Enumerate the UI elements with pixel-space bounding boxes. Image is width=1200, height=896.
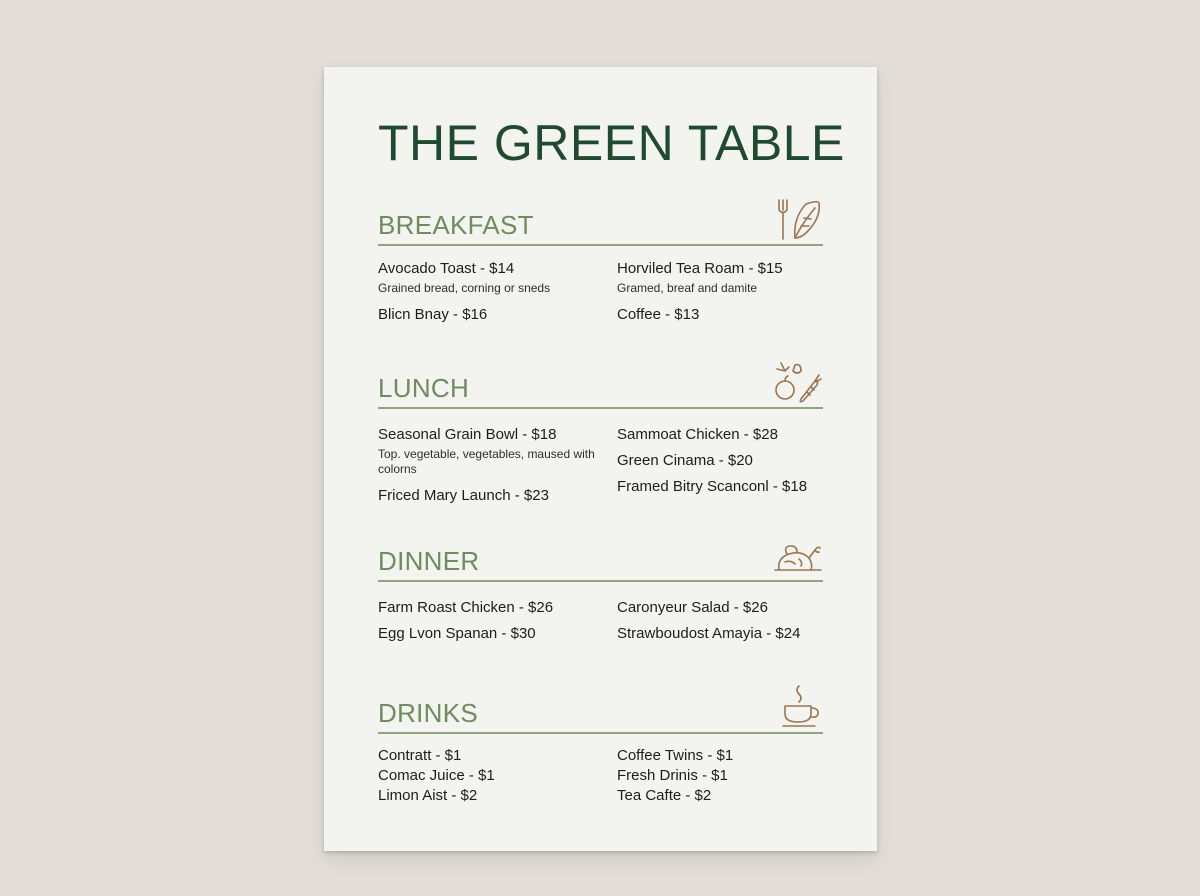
menu-item xyxy=(378,599,603,617)
menu-item xyxy=(617,767,842,785)
section-dinner xyxy=(378,540,823,662)
menu-item xyxy=(378,260,603,296)
menu-item xyxy=(378,625,603,643)
fork-leaf-icon xyxy=(773,196,823,242)
item-name: Caronyeur Salad - $26 xyxy=(617,599,768,616)
menu-item xyxy=(617,747,842,765)
item-name: Avocado Toast - $14 xyxy=(378,260,515,277)
item-description: Top. vegetable, vegetables, maused with colorns xyxy=(378,447,595,476)
item-name: Horviled Tea Roam - $15 xyxy=(617,260,783,277)
menu-item xyxy=(378,306,603,324)
coffee-cup-icon xyxy=(773,684,823,730)
section-title: BREAKFAST xyxy=(378,210,534,240)
section-header xyxy=(378,367,823,409)
menu-item xyxy=(378,767,603,785)
section-title: DINNER xyxy=(378,546,480,576)
menu-title: THE GREEN TABLE xyxy=(378,115,845,171)
menu-item xyxy=(617,452,842,470)
item-name: Coffee - $13 xyxy=(617,306,700,323)
roast-chicken-icon xyxy=(773,532,823,578)
item-name: Sammoat Chicken - $28 xyxy=(617,426,778,443)
item-name: Comac Juice - $1 xyxy=(378,767,495,784)
item-description: Grained bread, corning or sneds xyxy=(378,281,551,295)
item-name: Farm Roast Chicken - $26 xyxy=(378,599,554,616)
menu-card xyxy=(324,67,877,851)
menu-item xyxy=(378,426,603,477)
section-title: LUNCH xyxy=(378,373,470,403)
section-breakfast xyxy=(378,204,823,336)
item-name: Friced Mary Launch - $23 xyxy=(378,487,549,504)
menu-item xyxy=(617,787,842,805)
item-name: Fresh Drinis - $1 xyxy=(617,767,728,784)
section-lunch xyxy=(378,367,823,519)
item-description: Gramed, breaf and damite xyxy=(617,281,758,295)
menu-item xyxy=(378,787,603,805)
menu-item xyxy=(617,625,842,643)
menu-item xyxy=(617,426,842,444)
item-name: Green Cinama - $20 xyxy=(617,452,753,469)
menu-item xyxy=(617,478,842,496)
section-header xyxy=(378,540,823,582)
item-name: Tea Cafte - $2 xyxy=(617,787,712,804)
item-name: Coffee Twins - $1 xyxy=(617,747,734,764)
item-name: Limon Aist - $2 xyxy=(378,787,478,804)
item-name: Framed Bitry Scanconl - $18 xyxy=(617,478,808,495)
menu-item xyxy=(617,260,842,296)
vegetables-icon xyxy=(773,359,823,405)
section-drinks xyxy=(378,692,823,804)
item-name: Contratt - $1 xyxy=(378,747,462,764)
item-name: Blicn Bnay - $16 xyxy=(378,306,488,323)
section-header xyxy=(378,204,823,246)
menu-item xyxy=(378,747,603,765)
item-name: Strawboudost Amayia - $24 xyxy=(617,625,801,642)
item-name: Seasonal Grain Bowl - $18 xyxy=(378,426,557,443)
menu-item xyxy=(378,487,603,505)
section-title: DRINKS xyxy=(378,698,479,728)
menu-item xyxy=(617,599,842,617)
item-name: Egg Lvon Spanan - $30 xyxy=(378,625,536,642)
menu-item xyxy=(617,306,842,324)
section-header xyxy=(378,692,823,734)
